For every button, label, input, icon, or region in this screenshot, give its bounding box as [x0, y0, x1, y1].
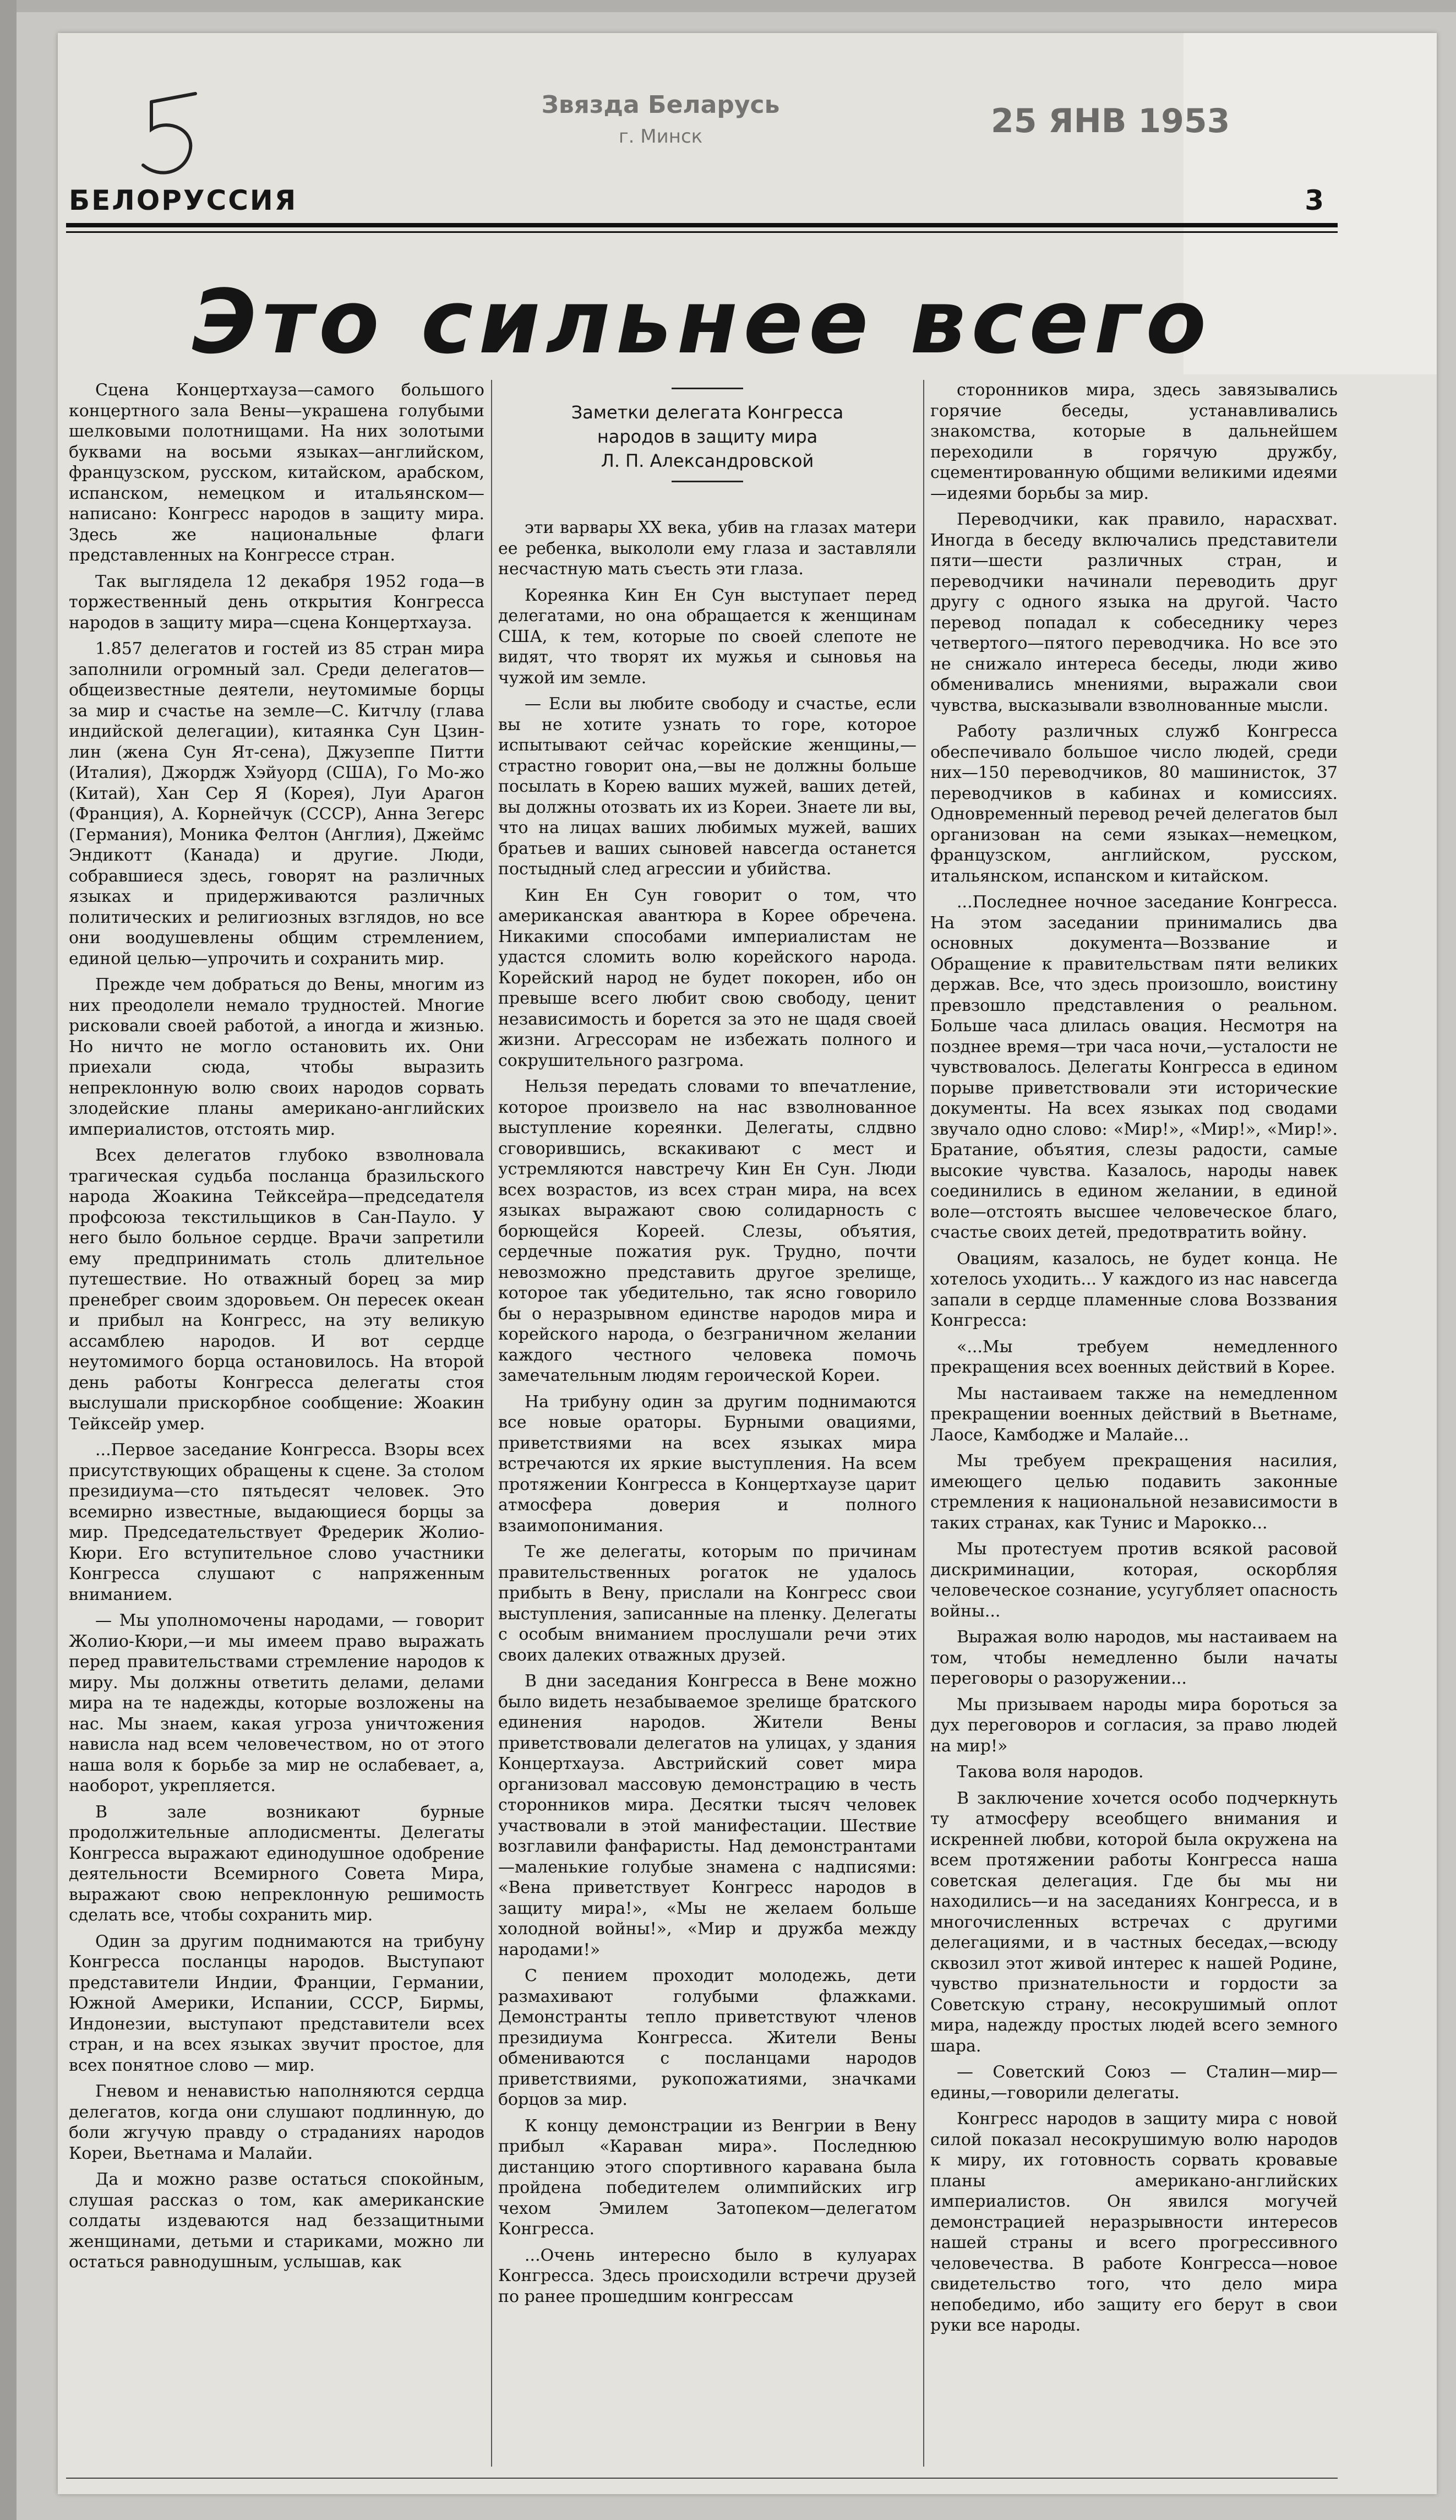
- article-paragraph: Нельзя передать словами то впечатление, которое произвело на нас взволнованное выступление кореянки. Делегаты, слдвно сговорившись, вскакивают с мест и устремляются навстречу Кин Ен Сун. Люди всех возрастов, из всех стран мира, на всех языках выражают свою солидарность с борющейся Кореей. Слезы, объятия, сердечные пожатия рук. Трудно, почти невозможно представить другое зрелище, которое так убедительно, так ясно говорило бы о неразрывном единстве народов мира и корейского народа, о безграничном желании каждого честного человека помочь замечательным людям героической Кореи.: [498, 1077, 917, 1385]
- article-paragraph: 1.857 делегатов и гостей из 85 стран мира заполнили огромный зал. Среди делегатов—общеизвестные деятели, неутомимые борцы за мир и счастье на земле—С. Китчлу (глава индийской делегации), китаянка Сун Цзин-лин (жена Сун Ят-сена), Джузеппе Питти (Италия), Джордж Хэйуорд (США), Го Мо-жо (Китай), Хан Сер Я (Корея), Луи Арагон (Франция), А. Корнейчук (СССР), Анна Зегерс (Германия), Моника Фелтон (Англия), Джеймс Эндикотт (Канада) и другие. Люди, собравшиеся здесь, говорят на различных языках и придерживаются различных политических и религиозных взглядов, но все они воодушевлены общим стремлением, единой целью—упрочить и сохранить мир.: [69, 639, 484, 968]
- article-paragraph: Сцена Концертхауза—самого большого концертного зала Вены—украшена голубыми шелковыми полотнищами. На них золотыми буквами на восьми языках—английском, французском, русском, китайском, арабском, испанском, немецком и итальянском—написано: Конгресс народов в защиту мира. Здесь же национальные флаги представленных на Конгрессе стран.: [69, 380, 484, 565]
- article-paragraph: Всех делегатов глубоко взволновала трагическая судьба посланца бразильского народа Жоакина Тейксейра—председателя профсоюза текстильщиков в Сан-Пауло. У него было больное сердце. Врачи запретили ему предпринимать столь длительное путешествие. Но отважный борец за мир пренебрег своим здоровьем. Он пересек океан и прибыл на Конгресс, на эту великую ассамблею народов. И вот сердце неутомимого борца остановилось. На второй день работы Конгресса делегаты стоя выслушали прискорбное сообщение: Жоакин Тейксейр умер.: [69, 1146, 484, 1434]
- article-paragraph: Мы настаиваем также на немедленном прекращении военных действий в Вьетнаме, Лаосе, Камбодже и Малайе...: [930, 1384, 1338, 1445]
- article-paragraph: Конгресс народов в защиту мира с новой силой показал несокрушимую волю народов к миру, их готовность сорвать кровавые планы американо-английских империалистов. Он явился могучей демонстрацией неразрывности интересов нашей страны и всего прогрессивного человечества. В работе Конгресса—новое свидетельство того, что дело мира непобедимо, ибо защиту его берут в свои руки все народы.: [930, 2109, 1338, 2335]
- header-rule: [66, 223, 1338, 227]
- article-paragraph: Те же делегаты, которым по причинам правительственных рогаток не удалось прибыть в Вену, прислали на Конгресс свои выступления, записанные на пленку. Делегаты с особым вниманием прослушали речи этих своих далеких отважных друзей.: [498, 1542, 917, 1665]
- article-headline: Это сильнее всего: [192, 270, 1212, 373]
- article-paragraph: Такова воля народов.: [957, 1762, 1144, 1782]
- subhead-line1: Заметки делегата Конгресса: [571, 402, 844, 423]
- article-paragraph: ...Первое заседание Конгресса. Взоры всех присутствующих обращены к сцене. За столом президиума—сто пятьдесят человек. Это всемирно известные, выдающиеся борцы за мир. Председательствует Фредерик Жолио-Кюри. Его вступительное слово участники Конгресса слушают с напряженным вниманием.: [69, 1440, 484, 1604]
- page-number: 3: [1305, 184, 1324, 216]
- article-paragraph: — Если вы любите свободу и счастье, если вы не хотите узнать то горе, которое испытывают сейчас корейские женщины,—страстно говорит она,—вы не должны больше посылать в Корею ваших мужей, ваших детей, вы должны отозвать их из Кореи. Знаете ли вы, что на лицах ваших любимых мужей, ваших братьев и ваших сыновей навсегда останется постыдный след агрессии и убийства.: [498, 694, 917, 879]
- bottom-rule: [66, 2478, 1338, 2479]
- article-paragraph: Так выглядела 12 декабря 1952 года—в торжественный день открытия Конгресса народов в защиту мира—сцена Концертхауза.: [69, 572, 484, 633]
- article-paragraph: сторонников мира, здесь завязывались горячие беседы, устанавливались знакомства, которые в дальнейшем переходили в горячую дружбу, сцементированную общими великими идеями—идеями борьбы за мир.: [930, 380, 1338, 503]
- article-paragraph: Мы требуем прекращения насилия, имеющего целью подавить законные стремления к национальной независимости в таких странах, как Тунис и Марокко...: [930, 1451, 1338, 1533]
- article-paragraph: ...Последнее ночное заседание Конгресса. На этом заседании принимались два основных документа—Воззвание и Обращение к правительствам пяти великих держав. Все, что здесь произошло, воистину превзошло представления о реальном. Больше часа длилась овация. Несмотря на позднее время—три часа ночи,—усталости не чувствовалось. Делегаты Конгресса в едином порыве приветствовали эти исторические документы. На всех языках под сводами звучало одно слово: «Мир!», «Мир!», «Мир!». Братание, объятия, слезы радости, самые высокие чувства. Казалось, народы навек соединились в едином желании, в единой воле—отстоять высшее человеческое благо, счастье своих детей, предотвратить войну.: [930, 892, 1338, 1242]
- archive-stamp: [517, 91, 804, 173]
- article-column-3: [930, 380, 1338, 2342]
- scan-edge-left: [0, 0, 17, 2520]
- article-column-2: [498, 518, 917, 2312]
- subhead-bottom-dash: [672, 481, 743, 482]
- section-name: БЕЛОРУССИЯ: [69, 184, 298, 216]
- article-paragraph: — Мы уполномочены народами, — говорит Жолио-Кюри,—и мы имеем право выражать перед правительствами стремление народов к миру. Мы должны ответить делами, делами мира на те надежды, которые возложены на нас. Мы знаем, какая угроза уничтожения нависла над всем человечеством, но от этого наша воля к борьбе за мир не ослабевает, а, наоборот, укрепляется.: [69, 1611, 484, 1795]
- article-paragraph: Кин Ен Сун говорит о том, что американская авантюра в Корее обречена. Никакими способами империалистам не удастся сломить волю корейского народа. Корейский народ не будет покорен, ибо он превыше всего любит свою свободу, ценит независимость и борется за это не щадя своей жизни. Агрессорам не избежать полного и сокрушительного разгрома.: [498, 885, 917, 1070]
- article-column-1: [69, 380, 484, 2278]
- article-paragraph: Один за другим поднимаются на трибуну Конгресса посланцы народов. Выступают представители Индии, Франции, Германии, Южной Америки, Испании, СССР, Бирмы, Индонезии, выступают представители всех стран, и на всех языках звучит простое, для всех понятное слово — мир.: [69, 1931, 484, 2075]
- subhead-top-dash: [672, 388, 743, 389]
- article-paragraph: Овациям, казалось, не будет конца. Не хотелось уходить... У каждого из нас навсегда запали в сердце пламенные слова Воззвания Конгресса:: [930, 1249, 1338, 1330]
- article-paragraph: Выражая волю народов, мы настаиваем на том, чтобы немедленно были начаты переговоры о разоружении...: [930, 1628, 1338, 1688]
- column-divider-1: [491, 380, 492, 2467]
- subhead-line2: народов в защиту мира: [597, 426, 818, 447]
- article-paragraph: эти варвары XX века, убив на глазах матери ее ребенка, выкололи ему глаза и заставляли несчастную мать съесть эти глаза.: [498, 518, 917, 579]
- date-stamp: 25 ЯНВ 1953: [991, 102, 1230, 140]
- subhead-author: Л. П. Александровской: [601, 450, 814, 471]
- article-paragraph: На трибуну один за другим поднимаются все новые ораторы. Бурными овациями, приветствиями на всех языках мира встречаются их яркие выступления. На всем протяжении Конгресса в Концертхаузе царит атмосфера доверия и полного взаимопонимания.: [498, 1392, 917, 1536]
- article-paragraph: С пением проходит молодежь, дети размахивают голубыми флажками. Демонстранты тепло приветствуют членов президиума Конгресса. Жители Вены обмениваются с посланцами народов приветствиями, рукопожатиями, значками борцов за мир.: [498, 1966, 917, 2109]
- article-paragraph: Мы протестуем против всякой расовой дискриминации, которая, оскорбляя человеческое сознание, усугубляет опасность войны...: [930, 1539, 1338, 1621]
- article-paragraph: — Советский Союз — Сталин—мир—едины,—говорили делегаты.: [930, 2062, 1338, 2103]
- article-paragraph: «...Мы требуем немедленного прекращения всех военных действий в Корее.: [930, 1337, 1338, 1377]
- article-paragraph: В дни заседания Конгресса в Вене можно было видеть незабываемое зрелище братского единения народов. Жители Вены приветствовали делегатов на улицах, у здания Концертхауза. Австрийский совет мира организовал массовую демонстрацию в честь сторонников мира. Десятки тысяч человек участвовали в этой манифестации. Шествие возглавили фанфаристы. Над демонстрантами—маленькие голубые знамена с надписями: «Вена приветствует Конгресс народов в защиту мира!», «Мы не желаем больше холодной войны!», «Мир и дружба между народами!»: [498, 1672, 917, 1960]
- article-subhead: [498, 380, 917, 507]
- article-paragraph: Кореянка Кин Ен Сун выступает перед делегатами, но она обращается к женщинам США, к тем, которые по своей слепоте не видят, что творят их мужья и сыновья на чужой им земле.: [498, 585, 917, 688]
- article-paragraph: ...Очень интересно было в кулуарах Конгресса. Здесь происходили встречи друзей по ранее прошедшим конгрессам: [498, 2245, 917, 2306]
- article-paragraph: Мы призываем народы мира бороться за дух переговоров и согласия, за право людей на мир!»: [930, 1695, 1338, 1756]
- column-divider-2: [923, 380, 924, 2467]
- article-paragraph: Переводчики, как правило, нарасхват. Иногда в беседу включались представители пяти—шести различных стран, и переводчики начинали переводить друг другу с одного языка на другой. Часто перевод попадал к собеседнику через четвертого—пятого переводчика. Но все это не снижало интереса беседы, люди живо обменивались мнениями, выражали свои чувства, высказывали взволнованные мысли.: [930, 510, 1338, 715]
- archive-stamp-line2: г. Минск: [618, 126, 703, 148]
- article-paragraph: В зале возникают бурные продолжительные аплодисменты. Делегаты Конгресса выражают единодушное одобрение деятельности Всемирного Совета Мира, выражают свою непреклонную решимость сделать все, чтобы сохранить мир.: [69, 1802, 484, 1925]
- article-paragraph: Гневом и ненавистью наполняются сердца делегатов, когда они слушают подлинную, до боли жгучую правду о страданиях народов Кореи, Вьетнама и Малайи.: [69, 2082, 484, 2163]
- archive-stamp-line1: Звязда Беларусь: [541, 91, 780, 119]
- article-paragraph: Да и можно разве остаться спокойным, слушая рассказ о том, как американские солдаты издеваются над беззащитными женщинами, детьми и стариками, можно ли остаться равнодушным, услышав, как: [69, 2170, 484, 2272]
- article-paragraph: Работу различных служб Конгресса обеспечивало большое число людей, среди них—150 переводчиков, 80 машинисток, 37 переводчиков в кабинах и комиссиях. Одновременный перевод речей делегатов был организован на семи языках—немецком, французском, английском, русском, итальянском, испанском и китайском.: [930, 722, 1338, 886]
- masthead: [69, 184, 1335, 223]
- header-rule-thin: [66, 231, 1338, 233]
- article-paragraph: В заключение хочется особо подчеркнуть ту атмосферу всеобщего внимания и искренней любви, которой была окружена на всем протяжении работы Конгресса наша советская делегация. Где бы мы ни находились—и на заседаниях Конгресса, и в многочисленных встречах с другими делегациями, и в частных беседах,—всюду сквозил этот живой интерес к нашей Родине, чувство признательности и гордости за Советскую страну, несокрушимый оплот мира, надежду простых людей всего земного шара.: [930, 1788, 1338, 2056]
- scan-edge-top: [0, 0, 1456, 12]
- article-paragraph: Прежде чем добраться до Вены, многим из них преодолели немало трудностей. Многие рисковали своей работой, а иногда и жизнью. Но ничто не могло остановить их. Они приехали сюда, чтобы выразить непреклонную волю своих народов сорвать злодейские планы американо-английских империалистов, отстоять мир.: [69, 975, 484, 1139]
- handwritten-page-number: [129, 91, 212, 184]
- article-paragraph: К концу демонстрации из Венгрии в Вену прибыл «Караван мира». Последнюю дистанцию этого спортивного каравана была пройдена победителем олимпийских игр чехом Эмилем Затопеком—делегатом Конгресса.: [498, 2116, 917, 2239]
